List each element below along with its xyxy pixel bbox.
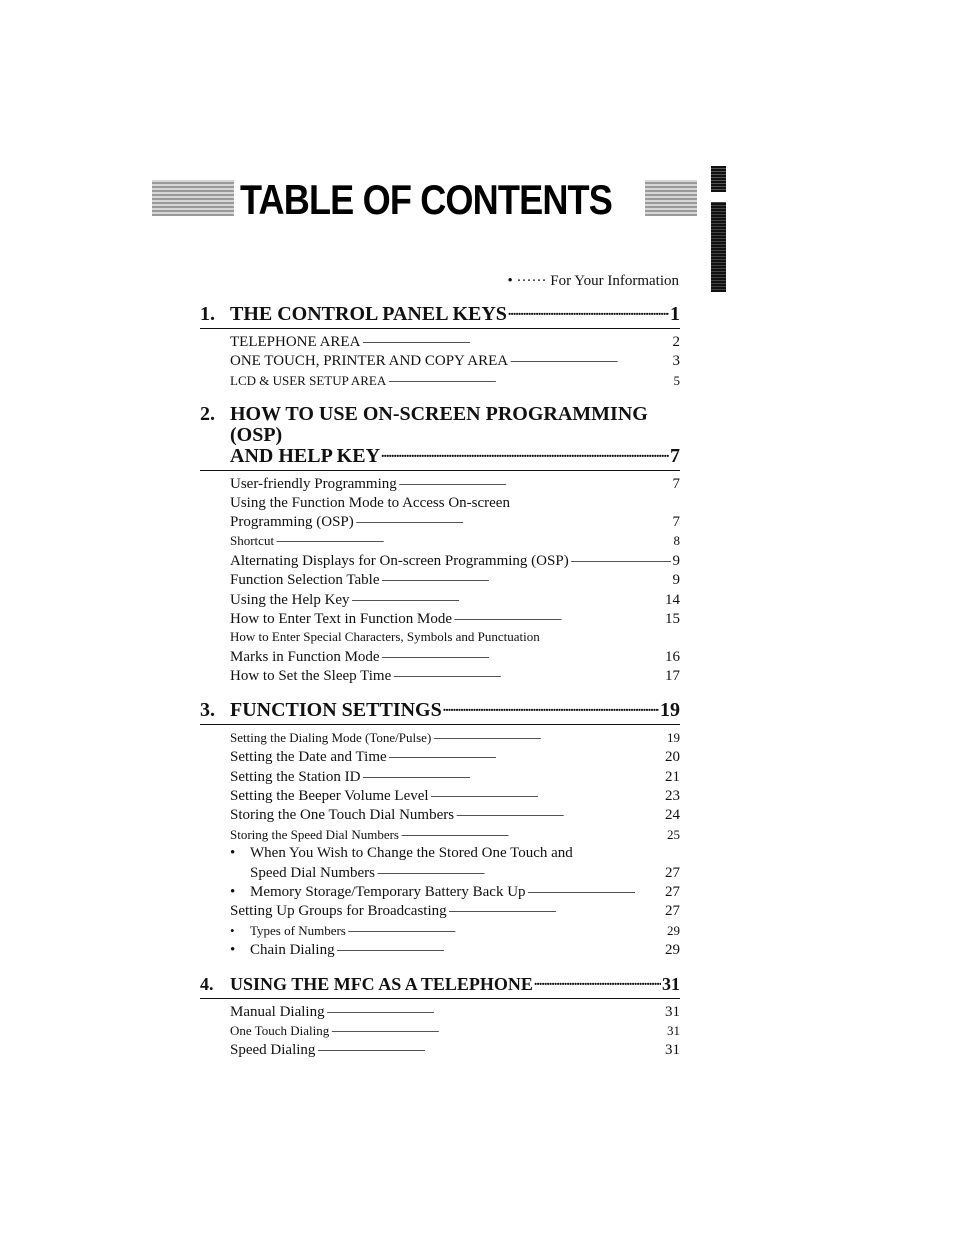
toc-section-4 [200, 974, 680, 1060]
toc-entry[interactable] [230, 351, 680, 370]
entry-page: 24 [665, 807, 680, 824]
leader-dots [454, 609, 663, 623]
entry-label: ONE TOUCH, PRINTER AND COPY AREA [230, 353, 509, 370]
toc-entry[interactable] [230, 882, 680, 901]
title-hatch-left [152, 180, 234, 216]
entry-label: One Touch Dialing [230, 1022, 330, 1038]
entry-label: User-friendly Programming [230, 476, 397, 493]
toc-entry[interactable] [230, 531, 680, 550]
entry-label: Function Selection Table [230, 572, 380, 589]
section-number: 1. [200, 303, 215, 325]
toc-entry[interactable] [230, 786, 680, 805]
entry-label: Alternating Displays for On-screen Programming (OSP) [230, 552, 569, 569]
entry-label: How to Set the Sleep Time [230, 668, 392, 685]
entry-label: Using the Function Mode to Access On-screen [230, 494, 510, 511]
toc-entry[interactable] [230, 728, 680, 747]
entry-page: 29 [667, 922, 680, 938]
entry-label: Setting Up Groups for Broadcasting [230, 903, 447, 920]
section-number: 2. [200, 403, 215, 426]
leader-dots [317, 1040, 663, 1054]
entry-page: 9 [672, 552, 680, 569]
entry-label: TELEPHONE AREA [230, 334, 361, 350]
entry-label: Storing the One Touch Dial Numbers [230, 807, 455, 824]
toc-entry[interactable] [230, 1002, 680, 1021]
entry-label: Setting the Station ID [230, 768, 361, 785]
legend-note: • ······ For Your Information [507, 273, 679, 289]
entry-page: 7 [672, 476, 680, 493]
entry-page: 2 [672, 334, 680, 350]
toc-entry[interactable] [230, 570, 680, 589]
toc-entry[interactable] [230, 940, 680, 959]
entry-page: 15 [665, 611, 680, 628]
toc-entry[interactable] [230, 666, 680, 685]
page-title: TABLE OF CONTENTS [240, 176, 612, 223]
toc-section-2 [200, 404, 680, 685]
section-title: USING THE MFC AS A TELEPHONE [230, 973, 533, 994]
entry-page: 16 [665, 648, 680, 665]
leader-dots [401, 825, 665, 839]
toc-entry[interactable] [230, 844, 680, 862]
section-entries [230, 332, 680, 390]
toc-entry[interactable] [230, 590, 680, 609]
leader-dots [431, 786, 663, 800]
entry-page: 27 [665, 864, 680, 881]
entry-page: 31 [667, 1022, 680, 1038]
leader-dots [331, 1021, 665, 1035]
entry-page: 14 [665, 591, 680, 608]
chapter-edge-tab [711, 166, 726, 292]
entry-label: How to Enter Text in Function Mode [230, 611, 452, 628]
leader-dots [356, 512, 671, 526]
section-entries [230, 728, 680, 960]
entry-page: 21 [665, 768, 680, 785]
leader-dots [362, 767, 663, 781]
section-number: 4. [200, 973, 214, 994]
entry-label: • Chain Dialing [230, 941, 335, 959]
entry-label: • Types of Numbers [230, 922, 346, 940]
leader-dots [362, 332, 670, 346]
toc-entry[interactable] [230, 551, 680, 570]
leader-dots [456, 805, 663, 819]
entry-label: • Memory Storage/Temporary Battery Back Up [230, 883, 526, 901]
toc-entry[interactable] [230, 609, 680, 628]
toc-entry[interactable] [230, 647, 680, 666]
leader-dots [348, 921, 665, 935]
entry-label: Using the Help Key [230, 591, 350, 608]
leader-dots [443, 700, 659, 716]
toc-entry[interactable] [230, 494, 680, 512]
entry-page: 25 [667, 826, 680, 842]
toc-entry[interactable] [230, 747, 680, 766]
entry-page: 20 [665, 749, 680, 766]
section-title: FUNCTION SETTINGS [230, 698, 442, 721]
entry-page: 9 [672, 572, 680, 589]
entry-label: Shortcut [230, 533, 275, 549]
leader-dots [399, 474, 671, 488]
toc-entry[interactable] [230, 332, 680, 351]
entry-page: 29 [665, 942, 680, 959]
toc-entry[interactable] [230, 628, 680, 646]
section-entries [230, 1002, 680, 1060]
leader-dots [389, 747, 663, 761]
leader-dots [337, 940, 663, 954]
section-page: 1 [670, 303, 680, 325]
section-heading[interactable] [200, 974, 680, 999]
leader-dots [381, 446, 669, 462]
toc-entry[interactable] [230, 512, 680, 531]
entry-page: 3 [672, 353, 680, 370]
entry-label: LCD & USER SETUP AREA [230, 372, 387, 388]
leader-dots [528, 882, 663, 896]
toc-entry[interactable] [230, 767, 680, 786]
toc-section-1 [200, 304, 680, 390]
entry-page: 27 [665, 903, 680, 920]
entry-label: Programming (OSP) [230, 514, 354, 531]
section-page: 19 [660, 698, 680, 721]
entry-label: Manual Dialing [230, 1003, 325, 1020]
entry-label: Setting the Beeper Volume Level [230, 787, 429, 804]
entry-label: • When You Wish to Change the Stored One Touch and [230, 844, 680, 862]
leader-dots [388, 371, 671, 385]
leader-dots [327, 1002, 663, 1016]
entry-page: 31 [665, 1042, 680, 1059]
leader-dots [449, 901, 663, 915]
toc-entry[interactable] [230, 474, 680, 493]
leader-dots [508, 304, 669, 320]
section-page: 7 [670, 445, 680, 468]
toc-entry[interactable] [230, 1021, 680, 1040]
leader-dots [377, 863, 663, 877]
entry-label: How to Enter Special Characters, Symbols and Punctuation [230, 629, 540, 645]
section-entries [230, 474, 680, 685]
entry-page: 7 [672, 514, 680, 531]
toc-entry[interactable] [230, 901, 680, 920]
leader-dots [382, 647, 663, 661]
entry-label: Speed Dialing [230, 1042, 316, 1059]
leader-dots [381, 570, 670, 584]
toc-entry[interactable] [230, 921, 680, 940]
entry-page: 27 [665, 883, 680, 900]
entry-label: Storing the Speed Dial Numbers [230, 826, 399, 842]
leader-dots [276, 531, 671, 545]
entry-page: 31 [665, 1003, 680, 1020]
table-of-contents [200, 304, 680, 1074]
toc-entry[interactable] [230, 1040, 680, 1059]
entry-page: 23 [665, 787, 680, 804]
section-heading[interactable] [200, 404, 680, 471]
section-heading[interactable] [200, 700, 680, 725]
title-hatch-right [645, 180, 697, 216]
entry-label: Setting the Date and Time [230, 749, 387, 766]
section-title-line-2: AND HELP KEY [230, 445, 381, 468]
section-page: 31 [662, 973, 680, 994]
entry-page: 19 [667, 729, 680, 745]
entry-page: 5 [673, 372, 680, 388]
leader-dots [352, 590, 663, 604]
entry-label: Speed Dial Numbers [250, 864, 375, 881]
section-title: THE CONTROL PANEL KEYS [230, 303, 507, 325]
entry-page: 8 [673, 533, 680, 549]
entry-label: Setting the Dialing Mode (Tone/Pulse) [230, 729, 432, 745]
leader-dots [393, 666, 663, 680]
toc-section-3 [200, 700, 680, 960]
toc-entry[interactable] [230, 825, 680, 844]
entry-page: 17 [665, 668, 680, 685]
leader-dots [534, 974, 661, 990]
toc-entry[interactable] [230, 805, 680, 824]
leader-dots [571, 551, 671, 565]
toc-entry[interactable] [230, 371, 680, 390]
section-title-line-1: HOW TO USE ON-SCREEN PROGRAMMING (OSP) [230, 403, 648, 447]
title-banner [152, 170, 697, 230]
leader-dots [433, 728, 665, 742]
section-number: 3. [200, 698, 215, 721]
toc-entry[interactable] [230, 863, 680, 882]
section-heading[interactable] [200, 304, 680, 329]
entry-label: Marks in Function Mode [230, 648, 380, 665]
leader-dots [510, 351, 670, 365]
